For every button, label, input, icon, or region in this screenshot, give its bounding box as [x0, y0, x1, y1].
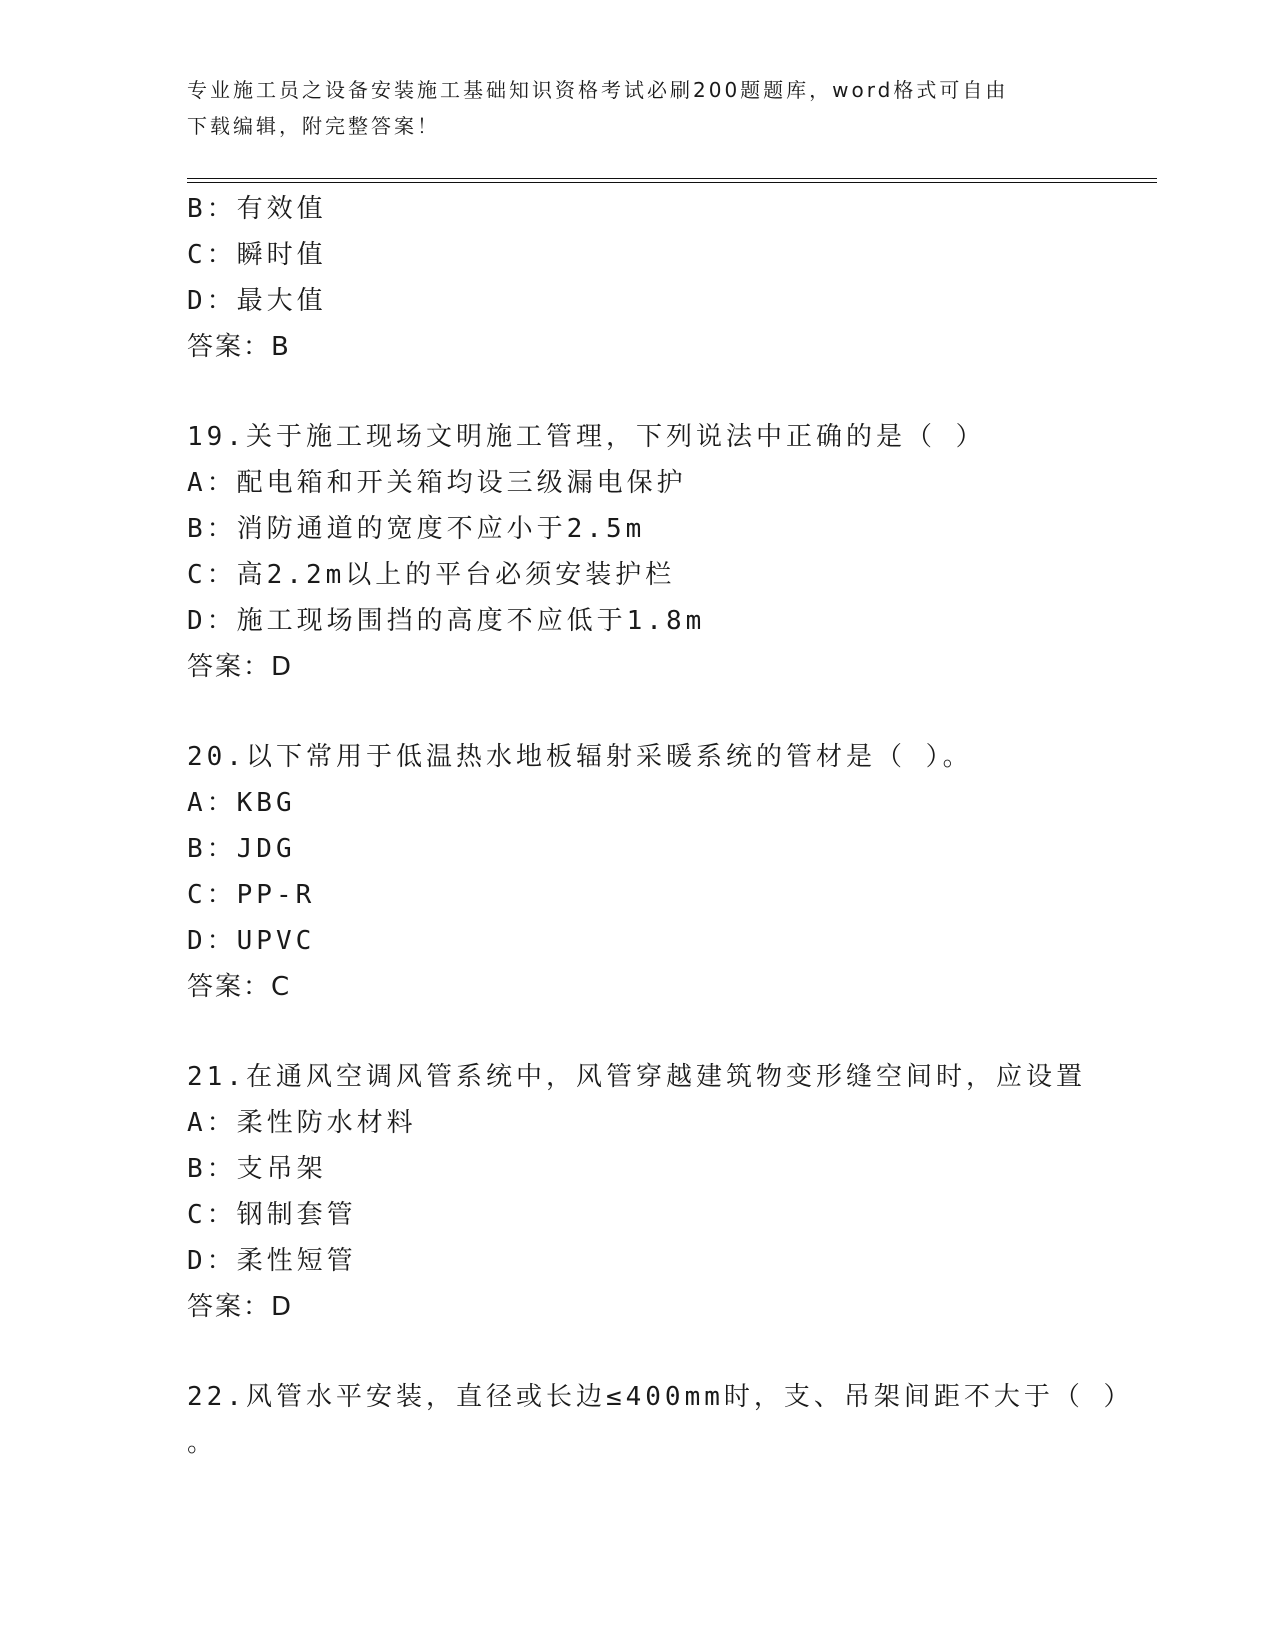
question-text: 19.关于施工现场文明施工管理，下列说法中正确的是（ ） [187, 422, 986, 452]
option-d: D：UPVC [187, 926, 316, 956]
header-divider [187, 178, 1157, 183]
question-block-22 [187, 1374, 1157, 1466]
option-b: B：消防通道的宽度不应小于2.5m [187, 514, 646, 544]
question-block-21 [187, 1054, 1157, 1330]
option-a: A：配电箱和开关箱均设三级漏电保护 [187, 468, 687, 498]
question-text: 21.在通风空调风管系统中，风管穿越建筑物变形缝空间时，应设置 [187, 1062, 1086, 1092]
answer-line: 答案：C [187, 972, 292, 1002]
option-c: C：PP-R [187, 880, 316, 910]
answer-line: 答案：D [187, 652, 294, 682]
answer-line: 答案：D [187, 1292, 294, 1322]
header-line-2: 下载编辑，附完整答案！ [187, 114, 440, 138]
option-d: D：施工现场围挡的高度不应低于1.8m [187, 606, 706, 636]
question-block-19 [187, 414, 1157, 690]
answer-line: 答案：B [187, 332, 291, 362]
option-b: B：有效值 [187, 194, 327, 224]
option-b: B：支吊架 [187, 1154, 327, 1184]
option-a: A：柔性防水材料 [187, 1108, 417, 1138]
page-header [187, 72, 1087, 144]
question-block-20 [187, 734, 1157, 1010]
header-line-1: 专业施工员之设备安装施工基础知识资格考试必刷200题题库，word格式可自由 [187, 78, 1009, 102]
option-c: C：高2.2m以上的平台必须安装护栏 [187, 560, 676, 590]
option-c: C：钢制套管 [187, 1200, 357, 1230]
question-text: 22.风管水平安装，直径或长边≤400mm时，支、吊架间距不大于（ ） [187, 1382, 1134, 1412]
question-text-continuation: 。 [187, 1428, 214, 1458]
option-d: D：最大值 [187, 286, 327, 316]
option-c: C：瞬时值 [187, 240, 327, 270]
option-b: B：JDG [187, 834, 296, 864]
option-a: A：KBG [187, 788, 296, 818]
option-d: D：柔性短管 [187, 1246, 357, 1276]
question-list [187, 186, 1157, 1510]
question-text: 20.以下常用于低温热水地板辐射采暖系统的管材是（ ）。 [187, 742, 973, 772]
question-block-18 [187, 186, 1157, 370]
